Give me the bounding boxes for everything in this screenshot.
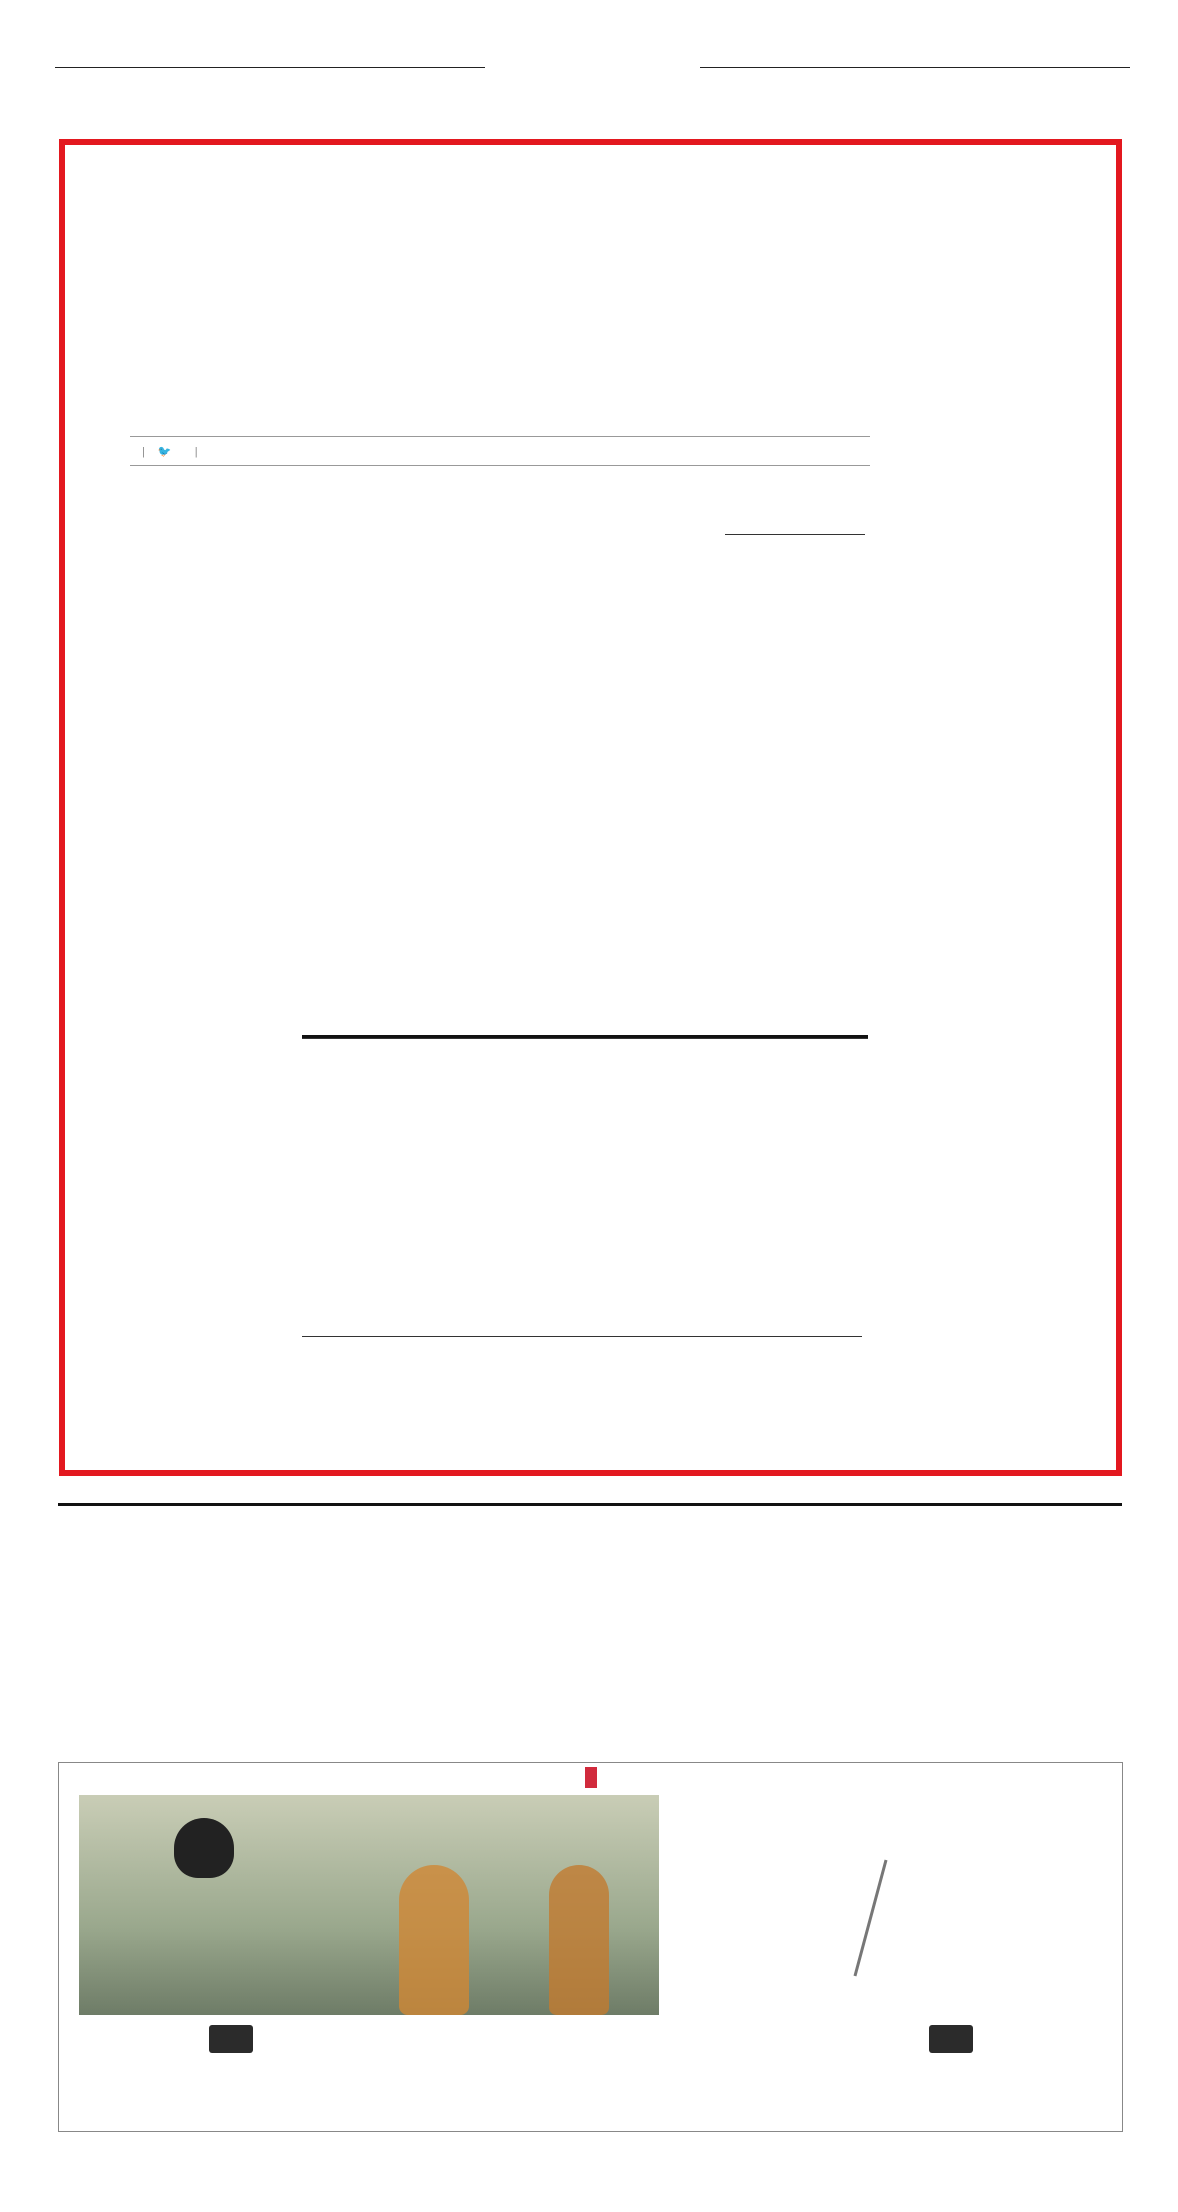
article-column-1 [88,490,278,1450]
byline: | 🐦 | [130,436,870,466]
cyclist-figure [549,1865,609,2015]
header-rule-left [55,67,485,68]
skull-icon [174,1818,234,1878]
twitter-icon: 🐦 [157,446,172,458]
section-divider [58,1503,1122,1506]
ad-top-banner [59,1763,1122,1793]
article-column-3 [488,490,678,1030]
header-rule-right [700,67,1130,68]
advertisement [58,1762,1123,2132]
go-rigo-go-logo [144,1818,264,1898]
page-header [55,45,1130,135]
ad-divider [854,1860,888,1977]
infographic [302,1035,868,1468]
ad-payment-band [59,2018,1122,2056]
cyclist-figure [399,1865,469,2015]
monetized-area-chart [302,1358,868,1468]
article-column-2 [288,490,478,1030]
sponsor-logos [259,2105,882,2129]
stat-callout [705,520,885,535]
article-column-4 [688,830,878,1030]
infographic-title [302,1038,868,1039]
article-column-5 [885,236,1078,1466]
stat-rule [725,534,865,535]
